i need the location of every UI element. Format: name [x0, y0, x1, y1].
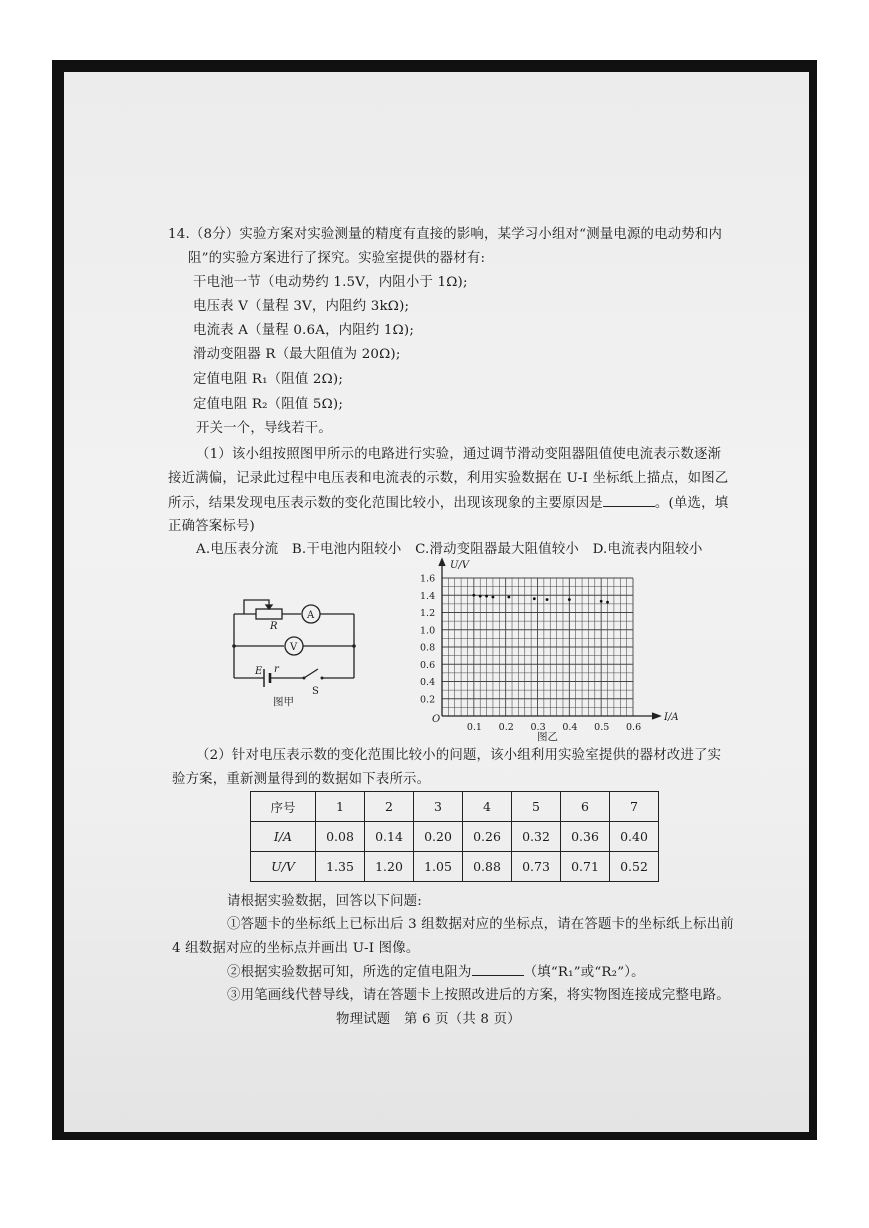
data-point	[479, 595, 482, 598]
part1-line-1: （1）该小组按照图甲所示的电路进行实验，通过调节滑动变阻器阻值使电流表示数逐渐	[196, 447, 722, 462]
label-E: E	[255, 666, 263, 677]
y-tick-label: 0.8	[420, 642, 436, 654]
table-cell: 0.08	[316, 822, 365, 852]
table-cell: I/A	[251, 822, 316, 852]
x-tick-label: 0.5	[594, 722, 610, 733]
question-line-1: 14.（8分）实验方案对实验测量的精度有直接的影响，某学习小组对“测量电源的电动势和内	[168, 227, 723, 242]
label-S: S	[312, 686, 319, 697]
data-point	[568, 598, 571, 601]
table-header-cell: 6	[561, 792, 610, 822]
table-cell: 0.26	[463, 822, 512, 852]
circuit-diagram	[224, 592, 364, 712]
question-2	[227, 963, 645, 982]
x-tick-label: 0.2	[498, 722, 514, 733]
label-r: r	[274, 664, 279, 675]
question-1-line-1: ①答题卡的坐标纸上已标出后 3 组数据对应的坐标点，请在答题卡的坐标纸上标出前	[227, 917, 734, 932]
label-voltmeter: V	[290, 642, 298, 653]
material-item: 定值电阻 R₁（阻值 2Ω);	[193, 372, 344, 387]
table-header-cell: 1	[316, 792, 365, 822]
table-cell: 0.14	[365, 822, 414, 852]
table-cell: 0.36	[561, 822, 610, 852]
answer-blank-1	[603, 494, 655, 507]
y-tick-label: 1.0	[420, 625, 436, 637]
table-cell: 1.20	[365, 852, 414, 882]
material-item: 电流表 A（量程 0.6A，内阻约 1Ω);	[193, 323, 415, 338]
part2-line-2: 验方案，重新测量得到的数据如下表所示。	[172, 772, 431, 787]
data-point	[533, 597, 536, 600]
answer-choices: A.电压表分流 B.干电池内阻较小 C.滑动变阻器最大阻值较小 D.电流表内阻较小	[196, 542, 703, 557]
label-ammeter: A	[307, 610, 315, 621]
table-header-row	[251, 792, 659, 822]
part1-line-3a: 所示，结果发现电压表示数的变化范围比较小，出现该现象的主要原因是	[168, 496, 603, 511]
x-tick-label: 0.1	[466, 722, 482, 733]
y-tick-label: 1.4	[420, 590, 436, 602]
question-line-2: 阻”的实验方案进行了探究。实验室提供的器材有:	[188, 251, 486, 266]
part1-line-4: 正确答案标号)	[168, 519, 255, 534]
data-point	[600, 600, 603, 603]
data-point	[492, 596, 495, 599]
y-tick-label: 1.2	[420, 608, 436, 619]
x-tick-label: 0.6	[626, 722, 642, 733]
table-header-cell: 2	[365, 792, 414, 822]
data-point	[485, 595, 488, 598]
part2-line-1: （2）针对电压表示数的变化范围比较小的问题，该小组利用实验室提供的器材改进了实	[196, 748, 722, 763]
part1-line-2: 接近满偏，记录此过程中电压表和电流表的示数，利用实验数据在 U-I 坐标纸上描点，如图乙	[168, 471, 729, 486]
table-header-cell: 3	[414, 792, 463, 822]
question-3: ③用笔画线代替导线，请在答题卡上按照改进后的方案，将实物图连接成完整电路。	[227, 988, 730, 1003]
part1-line-3b: 。(单选，填	[654, 496, 729, 511]
y-tick-label: 0.4	[420, 677, 436, 688]
table-header-cell: 4	[463, 792, 512, 822]
table-header-cell: 序号	[251, 792, 316, 822]
table-row	[251, 822, 659, 852]
data-point	[606, 601, 609, 604]
data-point	[472, 594, 475, 597]
material-item: 滑动变阻器 R（最大阻值为 20Ω);	[193, 347, 401, 362]
data-point	[546, 598, 549, 601]
table-cell: 1.35	[316, 852, 365, 882]
questions-intro: 请根据实验数据，回答以下问题:	[227, 894, 422, 909]
table-cell: 0.32	[512, 822, 561, 852]
data-point	[507, 596, 510, 599]
table-row	[251, 852, 659, 882]
part1-line-3	[168, 494, 728, 513]
table-cell: 0.20	[414, 822, 463, 852]
material-item: 干电池一节（电动势约 1.5V，内阻小于 1Ω);	[193, 275, 468, 290]
origin-label: O	[432, 714, 441, 725]
graph-caption: 图乙	[537, 731, 558, 743]
x-tick-label: 0.4	[562, 722, 578, 733]
material-item: 开关一个，导线若干。	[196, 421, 332, 436]
y-tick-label: 0.6	[420, 659, 436, 671]
table-cell: 0.73	[512, 852, 561, 882]
y-tick-label: 0.2	[420, 694, 436, 706]
table-cell: 0.40	[610, 822, 659, 852]
table-cell: 1.05	[414, 852, 463, 882]
table-cell: U/V	[251, 852, 316, 882]
table-header-cell: 5	[512, 792, 561, 822]
label-R: R	[270, 621, 278, 632]
table-cell: 0.71	[561, 852, 610, 882]
material-item: 电压表 V（量程 3V，内阻约 3kΩ);	[193, 299, 410, 314]
data-table	[250, 791, 659, 882]
y-axis-label: U/V	[450, 560, 470, 571]
table-cell: 0.88	[463, 852, 512, 882]
ui-graph	[418, 556, 688, 746]
circuit-caption: 图甲	[273, 696, 294, 708]
page-footer: 物理试题 第 6 页（共 8 页）	[336, 1012, 521, 1027]
material-item: 定值电阻 R₂（阻值 5Ω);	[193, 397, 344, 412]
y-tick-label: 1.6	[420, 573, 436, 585]
question-2-text-b: （填“R₁”或“R₂”）。	[523, 965, 645, 980]
table-header-cell: 7	[610, 792, 659, 822]
question-2-text-a: ②根据实验数据可知，所选的定值电阻为	[227, 965, 472, 980]
table-cell: 0.52	[610, 852, 659, 882]
answer-blank-2	[472, 963, 524, 976]
question-1-line-2: 4 组数据对应的坐标点并画出 U-I 图像。	[172, 941, 420, 956]
x-tick-label: 0.3	[530, 722, 546, 733]
x-axis-label: I/A	[664, 712, 679, 723]
